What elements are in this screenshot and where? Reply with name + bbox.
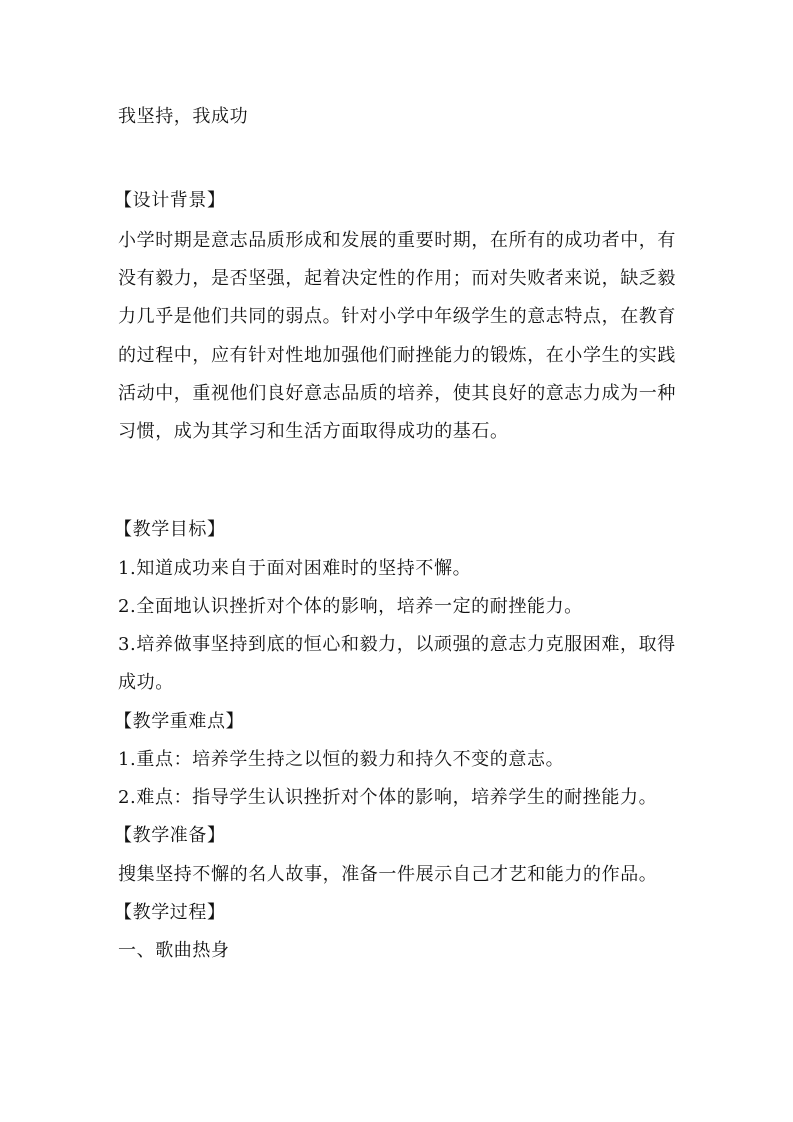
paragraph-line: 搜集坚持不懈的名人故事，准备一件展示自己才艺和能力的作品。 — [118, 864, 658, 885]
paragraph-line: 活动中，重视他们良好意志品质的培养，使其良好的意志力成为一种 — [118, 383, 676, 404]
list-item: 2.全面地认识挫折对个体的影响，培养一定的耐挫能力。 — [118, 596, 583, 617]
list-item: 1.知道成功来自于面对困难时的坚持不懈。 — [118, 558, 472, 579]
section-heading-preparation: 【教学准备】 — [114, 825, 226, 846]
list-item: 1.重点：培养学生持之以恒的毅力和持久不变的意志。 — [118, 749, 565, 770]
paragraph-line: 习惯，成为其学习和生活方面取得成功的基石。 — [118, 421, 509, 442]
list-item: 3.培养做事坚持到底的恒心和毅力，以顽强的意志力克服困难，取得 — [118, 634, 676, 655]
section-heading-background: 【设计背景】 — [114, 190, 226, 211]
section-heading-key-points: 【教学重难点】 — [114, 711, 245, 732]
section-heading-objectives: 【教学目标】 — [114, 519, 226, 540]
subsection-title: 一、歌曲热身 — [118, 940, 230, 961]
paragraph-line: 没有毅力，是否坚强，起着决定性的作用；而对失败者来说，缺乏毅 — [118, 268, 676, 289]
list-item: 2.难点：指导学生认识挫折对个体的影响，培养学生的耐挫能力。 — [118, 787, 658, 808]
paragraph-line: 的过程中，应有针对性地加强他们耐挫能力的锻炼，在小学生的实践 — [118, 345, 676, 366]
paragraph-line: 力几乎是他们共同的弱点。针对小学中年级学生的意志特点，在教育 — [118, 306, 676, 327]
list-item-continuation: 成功。 — [118, 672, 174, 693]
section-heading-process: 【教学过程】 — [114, 902, 226, 923]
paragraph-line: 小学时期是意志品质形成和发展的重要时期，在所有的成功者中，有 — [118, 230, 676, 251]
document-title: 我坚持，我成功 — [118, 106, 249, 127]
